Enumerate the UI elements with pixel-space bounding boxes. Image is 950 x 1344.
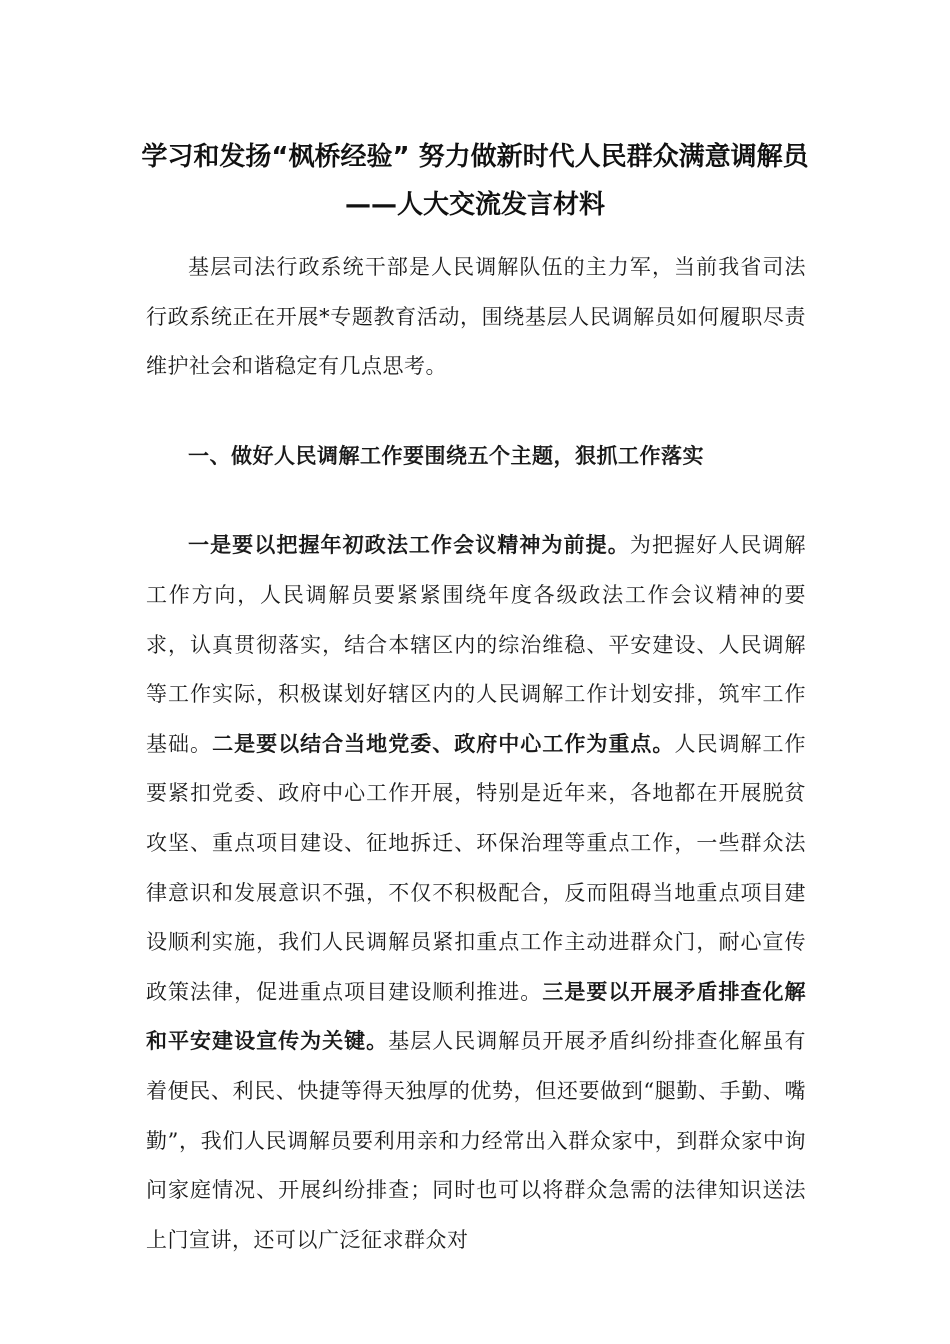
point-1-text: 为把握好人民调解工作方向，人民调解员要紧紧围绕年度各级政法工作会议精神的要求，认真贯彻落实，结合本辖区内的综治维稳、平安建设、人民调解等工作实际，积极谋划好辖区内的人民调解工作计划安排，筑牢工作基础。 (146, 533, 807, 756)
intro-paragraph: 基层司法行政系统干部是人民调解队伍的主力军，当前我省司法行政系统正在开展*专题教育活动，围绕基层人民调解员如何履职尽责维护社会和谐稳定有几点思考。 (146, 255, 806, 379)
point-2-text: 人民调解工作要紧扣党委、政府中心工作开展，特别是近年来，各地都在开展脱贫攻坚、重点项目建设、征地拆迁、环保治理等重点工作，一些群众法律意识和发展意识不强，不仅不积极配合，反而阻碍当地重点项目建设顺利实施，我们人民调解员紧扣重点工作主动进群众门，耐心宣传政策法律，促进重点项目建设顺利推进。 (146, 731, 807, 1004)
page-title: 学习和发扬“枫桥经验” 努力做新时代人民群众满意调解员——人大交流发言材料 (141, 142, 809, 220)
point-1-lead: 一是要以把握年初政法工作会议精神为前提。 (188, 533, 630, 558)
document-body (146, 243, 806, 1265)
body-paragraph (146, 521, 806, 1265)
point-3-lead: 三是要以开展矛盾排查化解和平安建设宣传为关键。 (146, 979, 807, 1054)
section-heading: 一、做好人民调解工作要围绕五个主题，狠抓工作落实 (188, 443, 704, 468)
point-2-lead: 二是要以结合当地党委、政府中心工作为重点。 (212, 731, 675, 756)
point-3-text: 基层人民调解员开展矛盾纠纷排查化解虽有着便民、利民、快捷等得天独厚的优势，但还要做到“腿勤、手勤、嘴勤”，我们人民调解员要利用亲和力经常出入群众家中，到群众家中询问家庭情况、开展纠纷排查；同时也可以将群众急需的法律知识送法上门宣讲，还可以广泛征求群众对 (146, 1029, 807, 1252)
